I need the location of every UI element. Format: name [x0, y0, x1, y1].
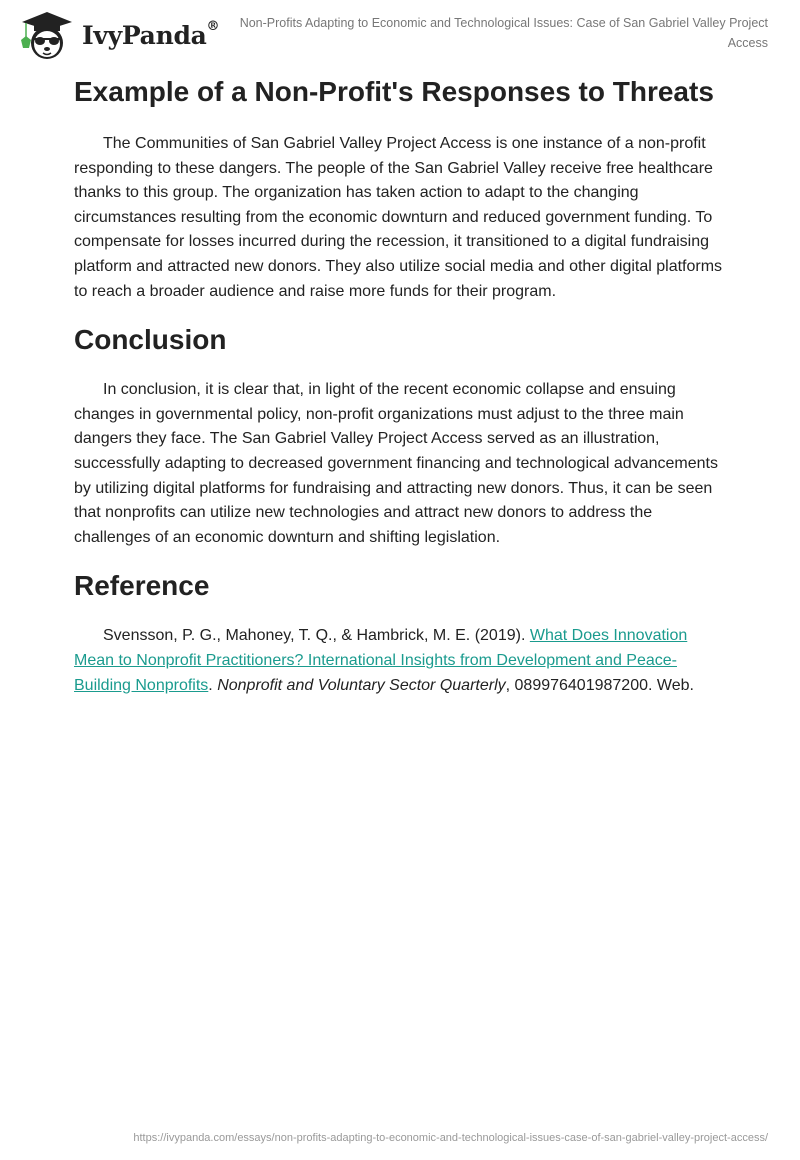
ivypanda-logo[interactable] [18, 8, 219, 62]
reference-punctuation: . [208, 676, 218, 694]
reference-entry [74, 624, 724, 698]
page-header [0, 0, 800, 70]
paragraph-conclusion: In conclusion, it is clear that, in light of the recent economic collapse and ensuing changes in governmental policy, non-profit organizations must adjust to the three main dangers they face. The San Gabriel Valley Project Access served as an illustration, successfully adapting to decreased government financing and technological advancements by utilizing digital platforms for fundraising and attracting new donors. Thus, it can be seen that nonprofits can utilize new technologies and attract new donors to address the challenges of an economic downturn and shifting legislation. [74, 381, 718, 546]
reference-journal: Nonprofit and Voluntary Sector Quarterly [217, 676, 506, 694]
document-title: Non-Profits Adapting to Economic and Technological Issues: Case of San Gabriel Valley Project Access [239, 16, 768, 50]
reference-title-link[interactable]: What Does Innovation Mean to Nonprofit Practitioners? International Insights from Development and Peace-Building Nonprofits [74, 627, 688, 694]
section-heading-reference: Reference [74, 570, 210, 602]
panda-graduate-icon [18, 8, 76, 62]
reference-tail: , 089976401987200. Web. [505, 676, 694, 694]
section-heading-example: Example of a Non-Profit's Responses to Threats [74, 76, 714, 107]
paragraph-example: The Communities of San Gabriel Valley Project Access is one instance of a non-profit responding to these dangers. The people of the San Gabriel Valley receive free healthcare thanks to this group. The organization has taken action to adapt to the changing circumstances resulting from the economic downturn and reduced government funding. To compensate for losses incurred during the recession, it transitioned to a digital fundraising platform and attracted new donors. They also utilize social media and other digital platforms to reach a broader audience and raise more funds for their program. [74, 135, 723, 300]
section-heading-conclusion: Conclusion [74, 324, 227, 356]
brand-name: IvyPanda® [82, 18, 220, 50]
reference-authors: Svensson, P. G., Mahoney, T. Q., & Hambrick, M. E. (2019). [103, 627, 530, 645]
article-body [74, 72, 724, 698]
footer-url[interactable]: https://ivypanda.com/essays/non-profits-adapting-to-economic-and-technological-issues-case-of-san-gabriel-valley-project-access/ [133, 1132, 768, 1144]
